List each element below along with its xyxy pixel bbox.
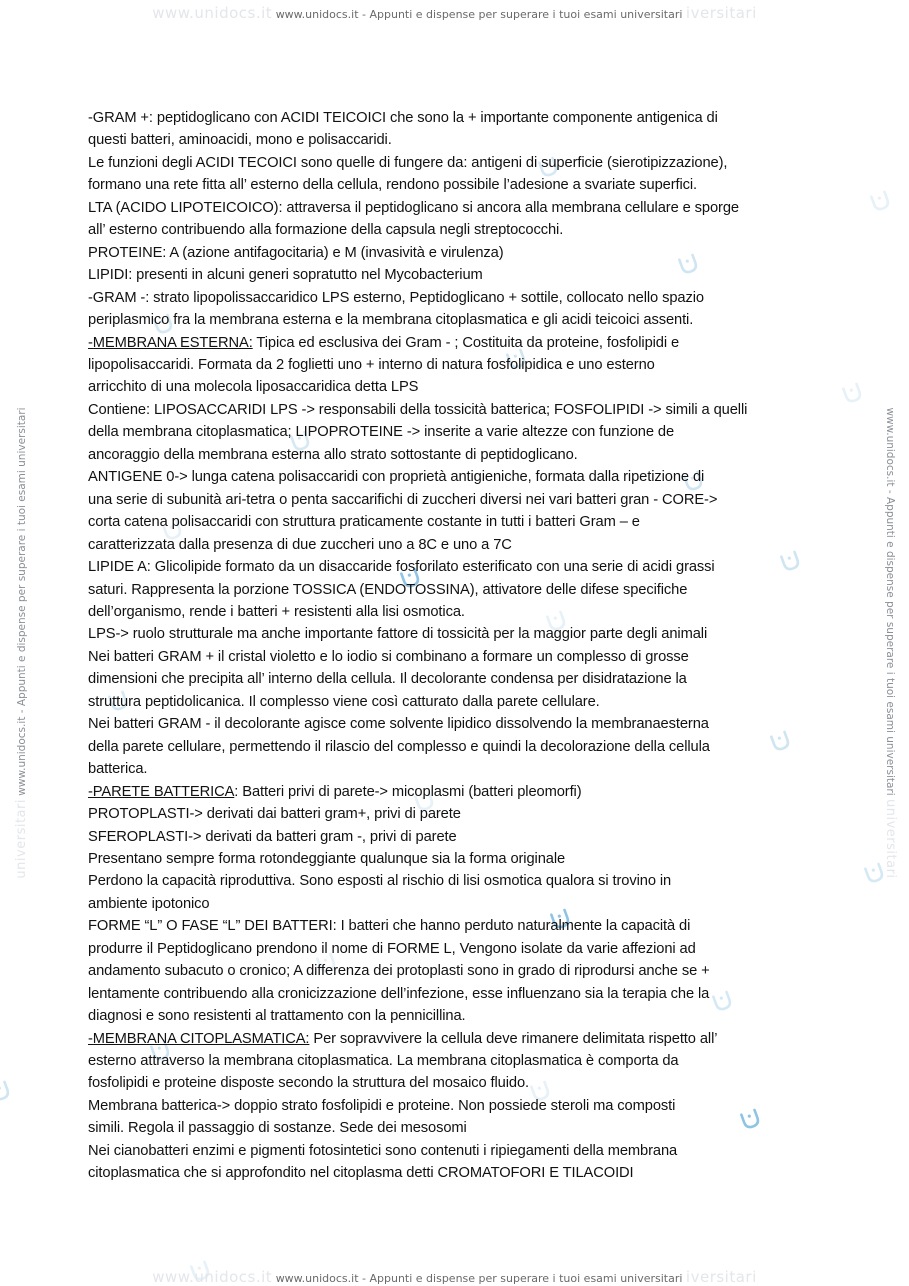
text-line — [88, 803, 828, 825]
line-text: Nei cianobatteri enzimi e pigmenti fotosintetici sono contenuti i ripiegamenti della membrana — [88, 1142, 678, 1159]
line-text: saturi. Rappresenta la porzione TOSSICA (ENDOTOSSINA), attivatore delle difese specifiche — [88, 581, 688, 598]
text-line — [88, 781, 828, 803]
line-text: arricchito di una molecola liposaccaridica detta LPS — [88, 379, 419, 396]
left-side-banner: www.unidocs.it - Appunti e dispense per superare i tuoi esami universitari — [16, 407, 28, 796]
line-text: esterno attraverso la membrana citoplasmatica. La membrana citoplasmatica è comporta da — [88, 1053, 679, 1070]
line-text: periplasmico fra la membrana esterna e la membrana citoplasmatica e gli acidi teicoici assenti. — [88, 312, 694, 329]
header-banner: www.unidocs.it - Appunti e dispense per superare i tuoi esami universitari — [275, 8, 683, 21]
text-line — [88, 1072, 828, 1094]
line-text: Le funzioni degli ACIDI TECOICI sono quelle di fungere da: antigeni di superficie (sierotipizzazione), — [88, 154, 728, 171]
section-heading: -MEMBRANA CITOPLASMATICA: — [88, 1030, 310, 1047]
text-line — [88, 421, 828, 443]
text-line — [88, 444, 828, 466]
text-line — [88, 960, 828, 982]
line-text: FORME “L” O FASE “L” DEI BATTERI: I batteri che hanno perduto naturalmente la capacità di — [88, 918, 691, 935]
line-text: lipopolisaccaridi. Formata da 2 foglietti uno + interno di natura fosfolipidica e uno esterno — [88, 356, 655, 373]
line-text: struttura peptidolicanica. Il complesso viene così catturato dalla parete cellulare. — [88, 693, 600, 710]
text-line — [88, 129, 828, 151]
left-ghost-text: universitari — [14, 799, 29, 879]
text-line — [88, 870, 828, 892]
text-line — [88, 938, 828, 960]
text-line — [88, 983, 828, 1005]
text-line — [88, 354, 828, 376]
text-line — [88, 646, 828, 668]
section-heading: -MEMBRANA ESTERNA: — [88, 334, 253, 351]
line-text: SFEROPLASTI-> derivati da batteri gram -, privi di parete — [88, 828, 457, 845]
line-text: batterica. — [88, 761, 148, 778]
text-line — [88, 309, 828, 331]
line-text: ambiente ipotonico — [88, 895, 210, 912]
line-text: all’ esterno contribuendo alla formazione della capsula negli streptococchi. — [88, 222, 564, 239]
text-line — [88, 556, 828, 578]
line-text: ANTIGENE 0-> lunga catena polisaccaridi con proprietà antigieniche, formata dalla ripetizione di — [88, 469, 705, 486]
line-text: della parete cellulare, permettendo il rilascio del complesso e quindi la decolorazione della cellula — [88, 738, 710, 755]
text-line — [88, 736, 828, 758]
line-text: Presentano sempre forma rotondeggiante qualunque sia la forma originale — [88, 850, 566, 867]
unidocs-logo-icon — [837, 377, 867, 407]
text-line — [88, 174, 828, 196]
header-ghost-suffix: iversitari — [685, 4, 757, 22]
text-line — [88, 152, 828, 174]
line-text: LPS-> ruolo strutturale ma anche importante fattore di tossicità per la maggior parte degli animali — [88, 626, 708, 643]
line-text: citoplasmatica che si approfondito nel citoplasma detti CROMATOFORI E TILACOIDI — [88, 1165, 634, 1182]
text-line — [88, 1117, 828, 1139]
right-side-banner: www.unidocs.it - Appunti e dispense per superare i tuoi esami universitari — [884, 407, 896, 796]
text-line — [88, 623, 828, 645]
line-text: fosfolipidi e proteine disposte secondo la struttura del mosaico fluido. — [88, 1075, 530, 1092]
line-text: ancoraggio della membrana esterna allo strato sottostante di peptidoglicano. — [88, 446, 578, 463]
line-text: diagnosi e sono resistenti al trattamento con la pennicillina. — [88, 1008, 466, 1025]
line-text: LIPIDE A: Glicolipide formato da un disaccaride fosforilato esterificato con una serie di acidi grassi — [88, 559, 715, 576]
line-text: una serie di subunità ari-tetra o penta saccarifichi di zuccheri diversi nei vari batteri gran - CORE-> — [88, 491, 718, 508]
text-line — [88, 848, 828, 870]
footer-ghost-suffix: iversitari — [685, 1268, 757, 1286]
text-line — [88, 1095, 828, 1117]
line-text: dimensioni che precipita all’ interno della cellula. Il decolorante condensa per disidratazione la — [88, 671, 687, 688]
line-text: questi batteri, aminoacidi, mono e polisaccaridi. — [88, 132, 392, 149]
line-text: Nei batteri GRAM - il decolorante agisce come solvente lipidico dissolvendo la membranaesterna — [88, 716, 709, 733]
text-line — [88, 1005, 828, 1027]
right-ghost-text: universitari — [883, 799, 898, 879]
line-text: dell’organismo, rende i batteri + resistenti alla lisi osmotica. — [88, 603, 465, 620]
line-text: Perdono la capacità riproduttiva. Sono esposti al rischio di lisi osmotica qualora si trovino in — [88, 873, 672, 890]
text-line — [88, 826, 828, 848]
line-text: LIPIDI: presenti in alcuni generi sopratutto nel Mycobacterium — [88, 267, 483, 284]
unidocs-logo-icon — [0, 1075, 15, 1105]
unidocs-logo-icon — [865, 185, 895, 215]
left-side-watermark — [14, 213, 30, 1073]
line-text: -GRAM -: strato lipopolissaccaridico LPS esterno, Peptidoglicano + sottile, collocato nello spazio — [88, 289, 704, 306]
text-line — [88, 197, 828, 219]
text-line — [88, 376, 828, 398]
line-text: Nei batteri GRAM + il cristal violetto e lo iodio si combinano a formare un complesso di grosse — [88, 648, 689, 665]
text-line — [88, 219, 828, 241]
text-line — [88, 287, 828, 309]
line-text: lentamente contribuendo alla cronicizzazione dell’infezione, esse influenzano sia la terapia che la — [88, 985, 710, 1002]
text-line — [88, 579, 828, 601]
text-line — [88, 1050, 828, 1072]
line-text: : Batteri privi di parete-> micoplasmi (batteri pleomorfi) — [234, 783, 582, 800]
text-line — [88, 758, 828, 780]
text-line — [88, 534, 828, 556]
text-line — [88, 399, 828, 421]
header-ghost-site: www.unidocs.it — [152, 4, 273, 22]
line-text: simili. Regola il passaggio di sostanze. Sede dei mesosomi — [88, 1120, 467, 1137]
line-text: PROTOPLASTI-> derivati dai batteri gram+, privi di parete — [88, 806, 461, 823]
text-line — [88, 107, 828, 129]
text-line — [88, 915, 828, 937]
unidocs-logo-icon — [859, 857, 889, 887]
text-line — [88, 601, 828, 623]
text-line — [88, 1028, 828, 1050]
line-text: formano una rete fitta all’ esterno della cellula, rendono possibile l’adesione a svariate superfici. — [88, 177, 698, 194]
footer-watermark — [0, 1268, 909, 1286]
text-line — [88, 1140, 828, 1162]
text-line — [88, 511, 828, 533]
text-line — [88, 668, 828, 690]
text-line — [88, 264, 828, 286]
line-text: andamento subacuto o cronico; A differenza dei protoplasti sono in grado di riprodursi anche se + — [88, 963, 710, 980]
text-line — [88, 691, 828, 713]
text-line — [88, 1162, 828, 1184]
text-line — [88, 489, 828, 511]
text-line — [88, 242, 828, 264]
line-text: Tipica ed esclusiva dei Gram - ; Costituita da proteine, fosfolipidi e — [252, 334, 680, 351]
line-text: -GRAM +: peptidoglicano con ACIDI TEICOICI che sono la + importante componente antigenica di — [88, 110, 718, 126]
text-line — [88, 332, 828, 354]
line-text: PROTEINE: A (azione antifagocitaria) e M (invasività e virulenza) — [88, 244, 504, 261]
text-line — [88, 466, 828, 488]
line-text: caratterizzata dalla presenza di due zuccheri uno a 8C e uno a 7C — [88, 536, 512, 553]
document-body — [88, 107, 828, 1185]
footer-ghost-site: www.unidocs.it — [152, 1268, 273, 1286]
line-text: Contiene: LIPOSACCARIDI LPS -> responsabili della tossicità batterica; FOSFOLIPIDI -> simili a quelli — [88, 401, 748, 418]
section-heading: -PARETE BATTERICA — [88, 783, 235, 800]
right-side-watermark — [882, 213, 898, 1073]
footer-banner: www.unidocs.it - Appunti e dispense per superare i tuoi esami universitari — [275, 1272, 683, 1285]
line-text: LTA (ACIDO LIPOTEICOICO): attraversa il peptidoglicano si ancora alla membrana cellulare e sporge — [88, 199, 739, 216]
line-text: Membrana batterica-> doppio strato fosfolipidi e proteine. Non possiede steroli ma composti — [88, 1097, 676, 1114]
text-line — [88, 893, 828, 915]
line-text: produrre il Peptidoglicano prendono il nome di FORME L, Vengono isolate da varie affezioni ad — [88, 940, 696, 957]
line-text: Per sopravvivere la cellula deve rimanere delimitata rispetto all’ — [309, 1030, 718, 1047]
line-text: della membrana citoplasmatica; LIPOPROTEINE -> inserite a varie altezze con funzione de — [88, 424, 675, 441]
header-watermark — [0, 4, 909, 22]
text-line — [88, 713, 828, 735]
line-text: corta catena polisaccaridi con struttura praticamente costante in tutti i batteri Gram – e — [88, 514, 640, 531]
